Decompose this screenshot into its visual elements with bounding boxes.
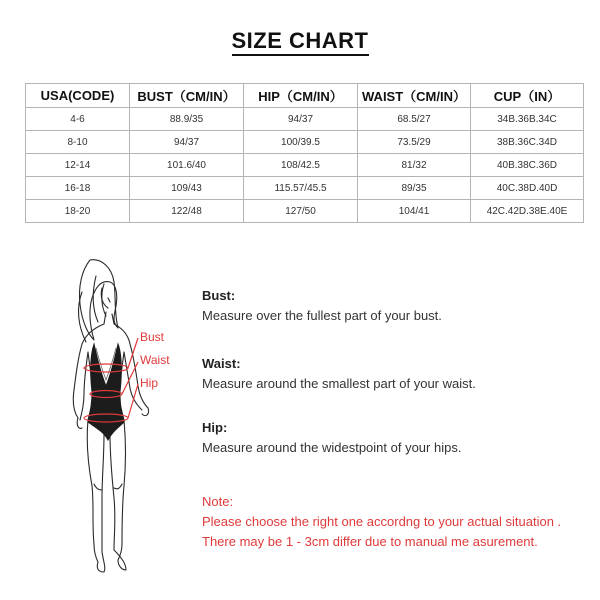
header-usa-code: USA(CODE) — [26, 84, 130, 108]
waist-label: Waist — [140, 353, 170, 367]
bust-measurement-section — [202, 288, 442, 325]
page-title — [0, 28, 600, 56]
header-bust: BUST（CM/IN） — [130, 84, 244, 108]
cell-bust: 101.6/40 — [130, 154, 244, 177]
table-row — [26, 131, 584, 154]
cell-bust: 88.9/35 — [130, 108, 244, 131]
table-row — [26, 108, 584, 131]
note-line-2: There may be 1 - 3cm differ due to manual me asurement. — [202, 534, 538, 549]
header-waist: WAIST（CM/IN） — [358, 84, 471, 108]
waist-instruction: Measure around the smallest part of your waist. — [202, 376, 476, 391]
table-row — [26, 154, 584, 177]
cell-hip: 94/37 — [244, 108, 358, 131]
cell-cup: 42C.42D.38E.40E — [471, 200, 584, 223]
cell-usa-code: 12-14 — [26, 154, 130, 177]
bust-instruction: Measure over the fullest part of your bust. — [202, 308, 442, 323]
cell-hip: 127/50 — [244, 200, 358, 223]
cell-cup: 40C.38D.40D — [471, 177, 584, 200]
hip-measurement-section — [202, 420, 461, 457]
cell-waist: 81/32 — [358, 154, 471, 177]
hip-heading: Hip: — [202, 420, 228, 435]
cell-cup: 34B.36B.34C — [471, 108, 584, 131]
cell-usa-code: 16-18 — [26, 177, 130, 200]
cell-bust: 122/48 — [130, 200, 244, 223]
cell-waist: 73.5/29 — [358, 131, 471, 154]
woman-silhouette-illustration — [52, 252, 192, 574]
cell-bust: 109/43 — [130, 177, 244, 200]
page-title-text: SIZE CHART — [232, 29, 369, 56]
hip-label: Hip — [140, 376, 159, 390]
cell-hip: 108/42.5 — [244, 154, 358, 177]
bust-heading: Bust: — [202, 288, 236, 303]
body-measurement-figure — [52, 252, 192, 574]
table-row — [26, 177, 584, 200]
note-heading: Note: — [202, 494, 234, 509]
cell-hip: 115.57/45.5 — [244, 177, 358, 200]
table-header-row — [26, 84, 584, 108]
waist-heading: Waist: — [202, 356, 241, 371]
cell-usa-code: 4-6 — [26, 108, 130, 131]
header-hip: HIP（CM/IN） — [244, 84, 358, 108]
cell-waist: 89/35 — [358, 177, 471, 200]
bust-label: Bust — [140, 330, 165, 344]
cell-usa-code: 18-20 — [26, 200, 130, 223]
header-cup: CUP（IN） — [471, 84, 584, 108]
table-row — [26, 200, 584, 223]
cell-cup: 38B.36C.34D — [471, 131, 584, 154]
cell-bust: 94/37 — [130, 131, 244, 154]
size-chart-table — [25, 83, 584, 223]
note-line-1: Please choose the right one accordng to your actual situation . — [202, 514, 562, 529]
cell-usa-code: 8-10 — [26, 131, 130, 154]
hip-instruction: Measure around the widestpoint of your hips. — [202, 440, 462, 455]
waist-measurement-section — [202, 356, 476, 393]
cell-hip: 100/39.5 — [244, 131, 358, 154]
cell-waist: 68.5/27 — [358, 108, 471, 131]
note-section — [202, 492, 561, 552]
cell-waist: 104/41 — [358, 200, 471, 223]
cell-cup: 40B.38C.36D — [471, 154, 584, 177]
